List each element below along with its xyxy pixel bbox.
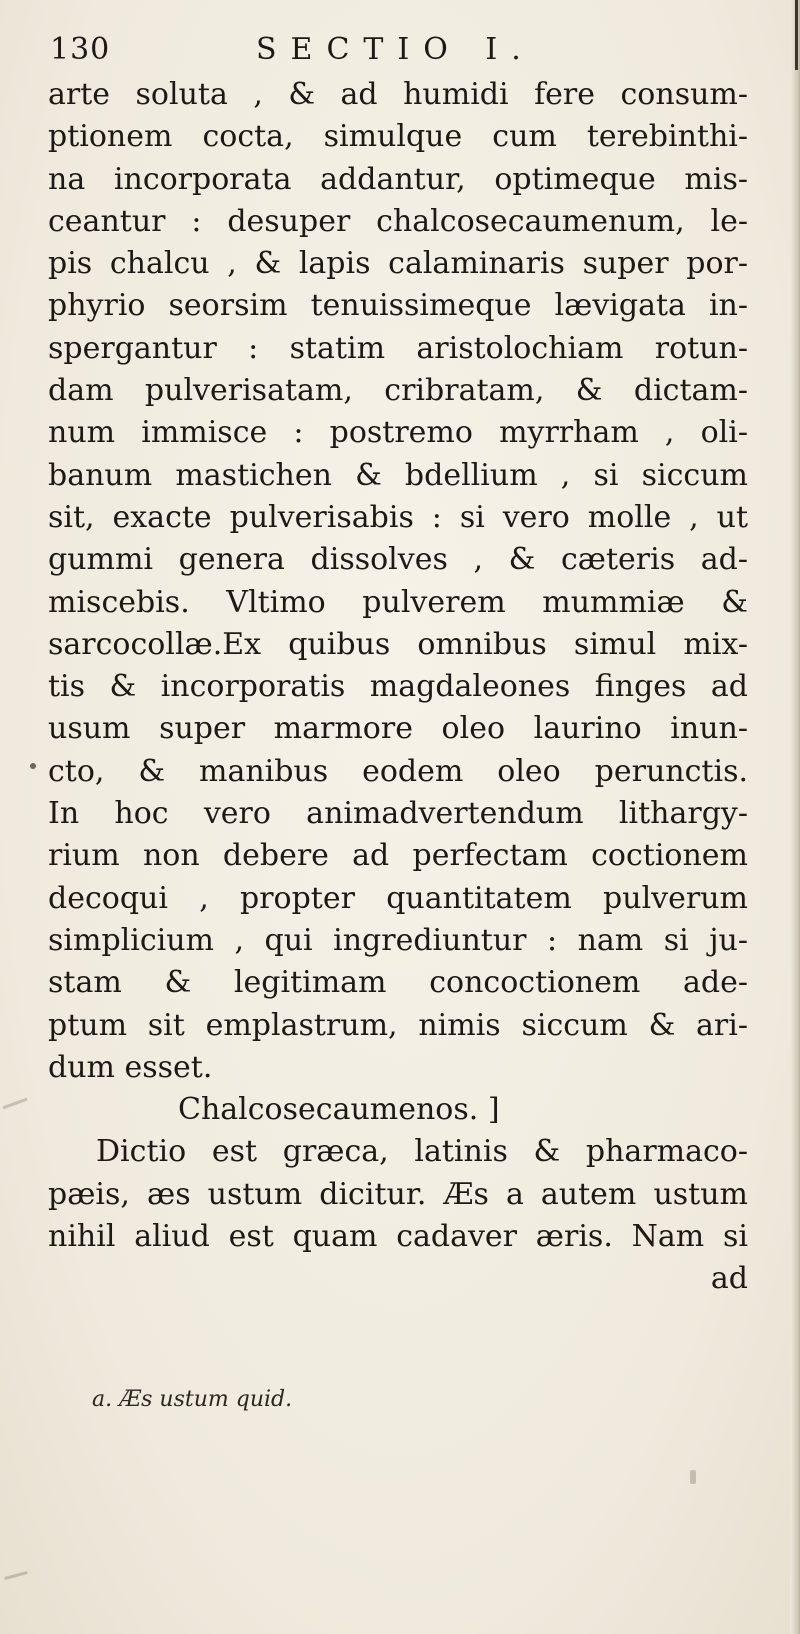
text-line: num immisce : postremo myrrham , oli- <box>48 415 748 451</box>
text-line: Dictio est græca, latinis & pharmaco- <box>96 1134 748 1170</box>
text-line: spergantur : statim aristolochiam rotun- <box>48 330 748 366</box>
page-number: 130 <box>50 32 111 67</box>
ink-smudge <box>2 1098 27 1110</box>
text-line: tis & incorporatis magdaleones finges ad <box>48 669 748 705</box>
text-line: stam & legitimam concoctionem ade- <box>48 965 748 1001</box>
text-line: In hoc vero animadvertendum lithargy- <box>48 796 748 832</box>
text-line: dam pulverisatam, cribratam, & dictam- <box>48 373 748 409</box>
margin-mark <box>30 763 36 769</box>
text-line: banum mastichen & bdellium , si siccum <box>48 457 748 493</box>
ink-smudge <box>690 1470 696 1484</box>
text-line: cto, & manibus eodem oleo perunctis. <box>48 753 748 789</box>
page-edge <box>790 0 800 1634</box>
catchword: ad <box>710 1261 748 1297</box>
text-line: gummi genera dissolves , & cæteris ad- <box>48 542 748 578</box>
text-line: phyrio seorsim tenuissimeque lævigata in- <box>48 288 748 324</box>
text-line: ptionem cocta, simulque cum terebinthi- <box>48 119 748 155</box>
text-line: pæis, æs ustum dicitur. Æs a autem ustum <box>48 1176 748 1212</box>
body-text <box>48 74 748 1301</box>
text-line: pis chalcu , & lapis calaminaris super por- <box>48 246 748 282</box>
text-line: arte soluta , & ad humidi fere consum- <box>48 77 748 112</box>
section-heading: Chalcosecaumenos. ] <box>178 1092 500 1128</box>
text-line: ceantur : desuper chalcosecaumenum, le- <box>48 203 748 239</box>
text-line: sit, exacte pulverisabis : si vero molle , ut <box>48 499 748 535</box>
running-title: SECTIO I. <box>256 32 535 67</box>
text-line: decoqui , propter quantitatem pulverum <box>48 880 748 916</box>
text-line: miscebis. Vltimo pulverem mummiæ & <box>48 584 748 620</box>
text-line: usum super marmore oleo laurino inun- <box>48 711 748 747</box>
page-header <box>48 30 748 74</box>
text-line: dum esset. <box>48 1049 213 1085</box>
ink-smudge <box>4 1571 28 1580</box>
text-line: sarcocollæ.Ex quibus omnibus simul mix- <box>48 626 748 662</box>
marginal-note: a. Æs ustum quid. <box>92 1387 293 1412</box>
text-line: nihil aliud est quam cadaver æris. Nam si <box>48 1219 748 1255</box>
text-line: rium non debere ad perfectam coctionem <box>48 838 748 874</box>
edge-mark <box>795 0 798 70</box>
text-line: na incorporata addantur, optimeque mis- <box>48 161 748 197</box>
text-line: simplicium , qui ingrediuntur : nam si ju- <box>48 922 748 958</box>
text-line: ptum sit emplastrum, nimis siccum & ari- <box>48 1007 748 1043</box>
